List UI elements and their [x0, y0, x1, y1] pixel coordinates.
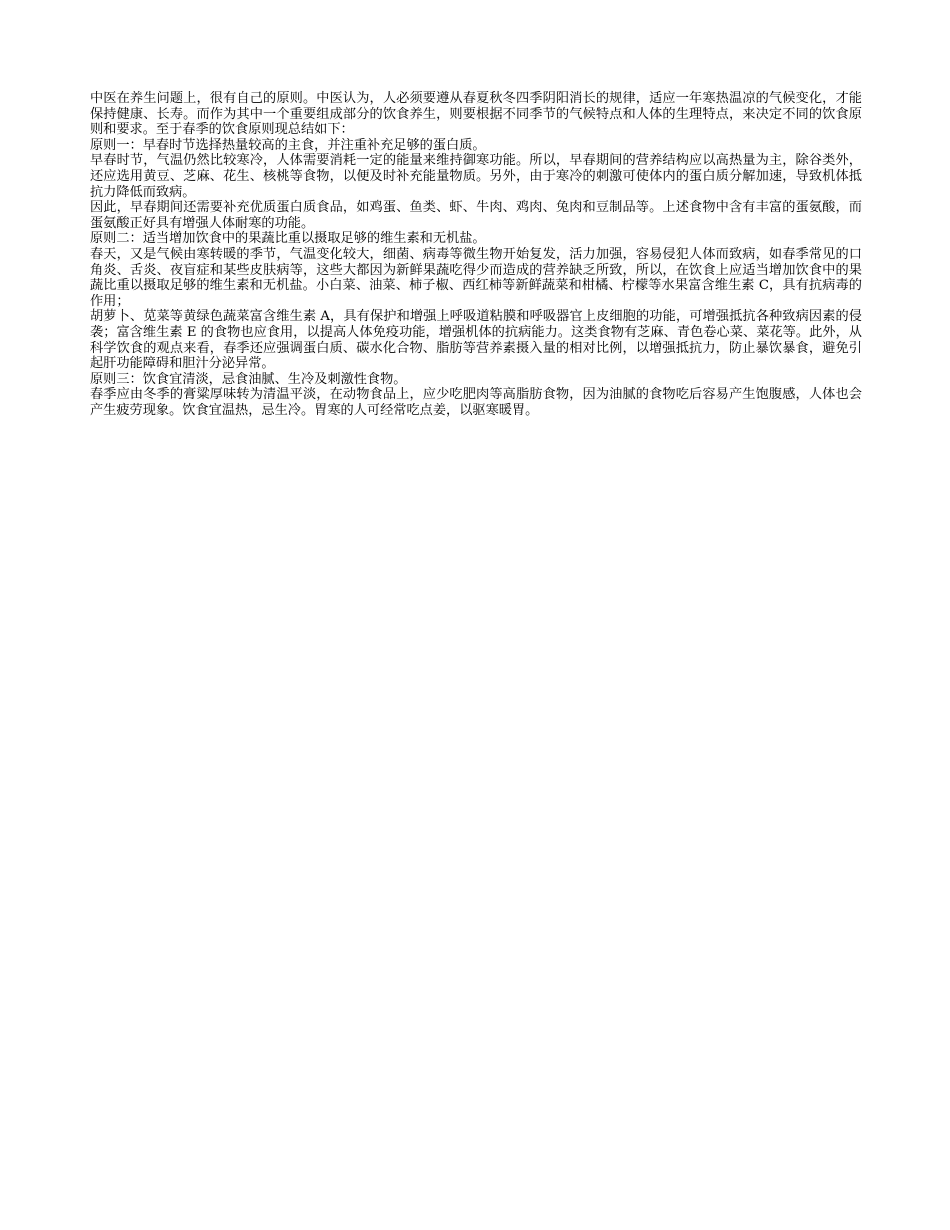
principle-one-paragraph-1: 早春时节，气温仍然比较寒冷，人体需要消耗一定的能量来维持御寒功能。所以，早春期间的营养结构应以高热量为主，除谷类外，还应选用黄豆、芝麻、花生、核桃等食物，以便及时补充能量物质。另外，由于寒冷的刺激可使体内的蛋白质分解加速，导致机体抵抗力降低而致病。: [90, 153, 862, 200]
principle-two-heading: 原则二：适当增加饮食中的果蔬比重以摄取足够的维生素和无机盐。: [90, 231, 486, 247]
principle-two-paragraph-2: 胡萝卜、苋菜等黄绿色蔬菜富含维生素 A，具有保护和增强上呼吸道粘膜和呼吸器官上皮细胞的功能，可增强抵抗各种致病因素的侵袭；富含维生素 E 的食物也应食用，以提高人体免疫功能，增强机体的抗病能力。这类食物有芝麻、青色卷心菜、菜花等。此外，从科学饮食的观点来看，春季还应强调蛋白质、碳水化合物、脂肪等营养素摄入量的相对比例，以增强抵抗力，防止暴饮暴食，避免引起肝功能障碍和胆汁分泌异常。: [90, 309, 862, 372]
principle-one-heading: 原则一：早春时节选择热量较高的主食，并注重补充足够的蛋白质。: [90, 137, 486, 153]
intro-paragraph: 中医在养生问题上，很有自己的原则。中医认为，人必须要遵从春夏秋冬四季阴阳消长的规律，适应一年寒热温凉的气候变化，才能保持健康、长寿。而作为其中一个重要组成部分的饮食养生，则要根据不同季节的气候特点和人体的生理特点，来决定不同的饮食原则和要求。至于春季的饮食原则现总结如下：: [90, 91, 862, 138]
document-body: [90, 91, 862, 418]
principle-two-paragraph-1: 春天，又是气候由寒转暖的季节，气温变化较大，细菌、病毒等微生物开始复发，活力加强，容易侵犯人体而致病，如春季常见的口角炎、舌炎、夜盲症和某些皮肤病等，这些大都因为新鲜果蔬吃得少而造成的营养缺乏所致，所以，在饮食上应适当增加饮食中的果蔬比重以摄取足够的维生素和无机盐。小白菜、油菜、柿子椒、西红柿等新鲜蔬菜和柑橘、柠檬等水果富含维生素 C，具有抗病毒的作用；: [90, 246, 862, 309]
principle-one-paragraph-2: 因此，早春期间还需要补充优质蛋白质食品，如鸡蛋、鱼类、虾、牛肉、鸡肉、兔肉和豆制品等。上述食物中含有丰富的蛋氨酸，而蛋氨酸正好具有增强人体耐寒的功能。: [90, 200, 862, 231]
principle-three-paragraph: 春季应由冬季的膏粱厚味转为清温平淡，在动物食品上，应少吃肥肉等高脂肪食物，因为油腻的食物吃后容易产生饱腹感，人体也会产生疲劳现象。饮食宜温热，忌生冷。胃寒的人可经常吃点姜，以驱寒暖胃。: [90, 387, 862, 418]
principle-three-heading: 原则三：饮食宜清淡，忌食油腻、生冷及刺激性食物。: [90, 371, 407, 387]
